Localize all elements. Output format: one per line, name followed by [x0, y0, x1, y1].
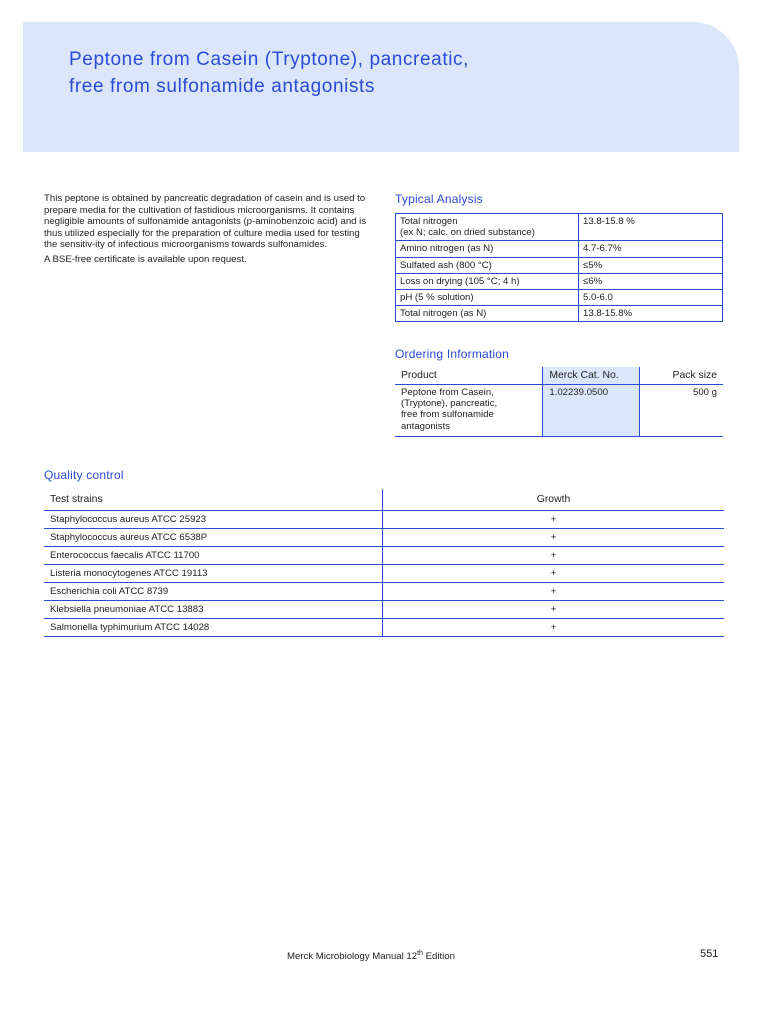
- table-row: [44, 529, 724, 547]
- strain-cell: Staphylococcus aureus ATCC 25923: [44, 511, 383, 529]
- table-row: [395, 385, 723, 437]
- quality-control-title: Quality control: [44, 468, 124, 482]
- header-banner: [23, 22, 739, 152]
- table-row: [44, 601, 724, 619]
- table-row: [44, 511, 724, 529]
- product-line: Peptone from Casein,: [401, 387, 494, 398]
- table-row: [396, 241, 723, 257]
- footer-manual-suffix: Edition: [422, 951, 455, 963]
- analysis-value: ≤6%: [579, 273, 723, 289]
- analysis-value: 5.0-6.0: [579, 290, 723, 306]
- analysis-value: 4.7-6.7%: [579, 241, 723, 257]
- strain-cell: Enterococcus faecalis ATCC 11700: [44, 547, 383, 565]
- page-number: 551: [700, 948, 719, 960]
- intro-paragraph-2: A BSE-free certificate is available upon request.: [44, 253, 247, 265]
- analysis-param: Amino nitrogen (as N): [396, 241, 579, 257]
- cat-no-header: Merck Cat. No.: [543, 367, 640, 385]
- strain-cell: Klebsiella pneumoniae ATCC 13883: [44, 601, 383, 619]
- table-row: [44, 565, 724, 583]
- growth-cell: +: [383, 565, 725, 583]
- growth-cell: +: [383, 529, 725, 547]
- analysis-value: ≤5%: [579, 257, 723, 273]
- table-row: [396, 273, 723, 289]
- analysis-param-line-1: Total nitrogen: [400, 216, 458, 227]
- product-cell: [395, 385, 543, 437]
- growth-cell: +: [383, 511, 725, 529]
- table-row: [44, 583, 724, 601]
- analysis-param-line-2: (ex N; calc. on dried substance): [400, 227, 535, 239]
- page-title: [69, 46, 709, 100]
- analysis-value: 13.8-15.8%: [579, 306, 723, 322]
- growth-header: Growth: [383, 489, 725, 511]
- analysis-param: Loss on drying (105 °C; 4 h): [396, 273, 579, 289]
- strain-cell: Salmonella typhimurium ATCC 14028: [44, 619, 383, 637]
- product-line: free from sulfonamide: [401, 409, 494, 421]
- growth-cell: +: [383, 601, 725, 619]
- pack-size-cell: 500 g: [640, 385, 723, 437]
- typical-analysis-title: Typical Analysis: [395, 192, 483, 206]
- intro-paragraph-1: This peptone is obtained by pancreatic degradation of casein and is used to prepare media for the cultivation of fastidious microorganisms. It contains negligible amounts of sulfonamide antagonists (p-aminobenzoic acid) and is thus utilized especially for the preparation of culture media used for testing the sensitiv-ity of infectious microorganisms towards sulfonamides.: [44, 193, 367, 251]
- table-row: [396, 257, 723, 273]
- table-header-row: [395, 367, 723, 385]
- table-row: [44, 619, 724, 637]
- growth-cell: +: [383, 547, 725, 565]
- table-row: [396, 290, 723, 306]
- footer-manual-title: [287, 950, 455, 962]
- table-row: [396, 306, 723, 322]
- analysis-param: pH (5 % solution): [396, 290, 579, 306]
- ordering-table: [395, 367, 723, 437]
- page-title-line-2: free from sulfonamide antagonists: [69, 76, 376, 97]
- growth-cell: +: [383, 583, 725, 601]
- strain-cell: Escherichia coli ATCC 8739: [44, 583, 383, 601]
- product-line: antagonists: [401, 420, 451, 432]
- cat-no-cell: 1.02239.0500: [543, 385, 640, 437]
- analysis-param: Total nitrogen (as N): [396, 306, 579, 322]
- test-strains-header: Test strains: [44, 489, 383, 511]
- strain-cell: Staphylococcus aureus ATCC 6538P: [44, 529, 383, 547]
- quality-control-table: [44, 489, 724, 637]
- intro-text: [44, 193, 374, 266]
- table-header-row: [44, 489, 724, 511]
- product-line: (Tryptone), pancreatic,: [401, 398, 498, 410]
- product-header: Product: [395, 367, 543, 385]
- page-title-line-1: Peptone from Casein (Tryptone), pancreatic,: [69, 49, 469, 70]
- typical-analysis-table: [395, 213, 723, 322]
- growth-cell: +: [383, 619, 725, 637]
- footer-manual-prefix: Merck Microbiology Manual 12: [287, 951, 418, 963]
- footer-manual-sup: th: [417, 950, 423, 957]
- analysis-value: 13.8-15.8 %: [579, 214, 723, 241]
- strain-cell: Listeria monocytogenes ATCC 19113: [44, 565, 383, 583]
- analysis-param: Sulfated ash (800 °C): [396, 257, 579, 273]
- ordering-info-title: Ordering Information: [395, 347, 510, 361]
- pack-size-header: Pack size: [640, 367, 723, 385]
- analysis-param: [396, 214, 579, 241]
- table-row: [44, 547, 724, 565]
- table-row: [396, 214, 723, 241]
